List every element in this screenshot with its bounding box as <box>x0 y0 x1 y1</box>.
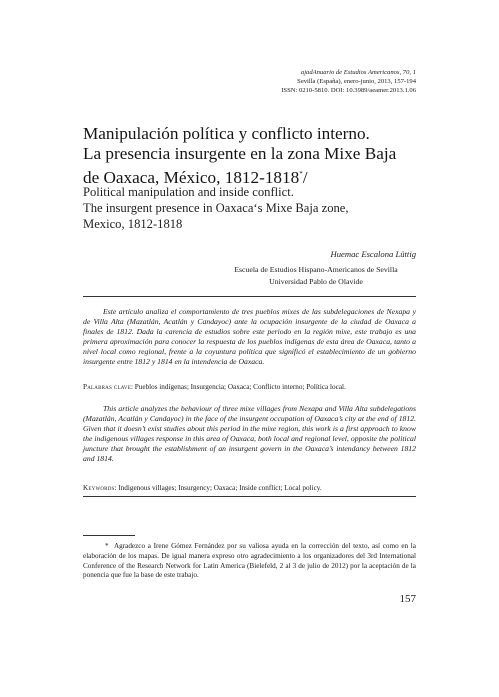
abstract-english-text: This article analyzes the behaviour of three mixe villages from Nexapa and Villa Alta subdelegations (Mazatlán, Acatlán y Candayoc) in the face of the insurgent occupation of Oaxaca’s city at the end of 1812. Given that it doesn’t exist studies about this period in the mixe region, this work is a first approach to know the indigenous villages response in this area of Oaxaca, both local and regional level, opposite the political juncture that brought the establishment of an insurgent govern in the Oaxaca’s intendancy between 1812 and 1814. <box>83 404 416 463</box>
keywords-spanish-label: Palabras clave <box>83 383 131 391</box>
keywords-english: Keywords: Indigenous villages; Insurgency; Oaxaca; Inside conflict; Local policy. <box>83 484 322 492</box>
author-affiliation <box>216 264 416 287</box>
abstract-spanish-text: Este artículo analiza el comportamiento de tres pueblos mixes de las subdelegaciones de Nexapa y de Villa Alta (Mazatlán, Acatlán y Candayoc) ante la ocupación insurgente de la ciudad de Oaxaca a finales de 1812. Dada la carencia de estudios sobre este periodo en la región mixe, este trabajo es una primera aproximación para conocer la respuesta de los pueblos indígenas de esta área de Oaxaca, tanto a nivel local como regional, frente a la coyuntura política que significó el establecimiento de un gobierno insurgente entre 1812 y 1814 en la intendencia de Oaxaca. <box>83 307 416 366</box>
top-rule <box>83 296 416 297</box>
footnote-rule <box>83 535 135 536</box>
keywords-spanish: Palabras clave: Pueblos indígenas; Insurgencia; Oaxaca; Conflicto interno; Política local. <box>83 383 346 391</box>
page-number: 157 <box>399 593 416 605</box>
subtitle-line-3: Mexico, 1812-1818 <box>83 217 183 231</box>
bottom-rule <box>83 496 416 497</box>
title-line-1: Manipulación política y conflicto interno. <box>83 124 370 143</box>
paper-title <box>83 124 423 188</box>
abstract-spanish <box>83 307 416 366</box>
footnote-text: Agradezco a Irene Gómez Fernández por su valiosa ayuda en la corrección del texto, así como en la elaboración de los mapas. De igual manera expreso otro agradecimiento a los organizadores del 3rd International Conference of the Research Network for Latin America (Bielefeld, 2 al 3 de julio de 2012) por la aceptación de la ponencia que fue la base de este trabajo. <box>83 542 416 580</box>
abstract-english <box>83 404 416 463</box>
title-footnote-mark: * <box>299 170 303 178</box>
footnote <box>83 542 416 581</box>
paper-subtitle <box>83 184 423 232</box>
keywords-english-text: Indigenous villages; Insurgency; Oaxaca; Inside conflict; Local policy. <box>118 484 322 492</box>
title-tail: / <box>302 168 308 187</box>
keywords-english-label: Keywords <box>83 484 115 492</box>
place-date-line: Sevilla (España), enero-junio, 2013, 157-194 <box>297 78 416 85</box>
issn-line: ISSN: 0210-5810. DOI: 10.3989/aeamer.2013.1.06 <box>281 87 416 94</box>
subtitle-line-1: Political manipulation and inside conflict. <box>83 185 294 199</box>
journal-line: ajadAnuario de Estudios Americanos, 70, 1 <box>300 69 416 76</box>
title-line-3-text: de Oaxaca, México, 1812-1818 <box>83 168 300 187</box>
footnote-mark: * <box>105 542 109 550</box>
affiliation-line-2: Universidad Pablo de Olavide <box>269 276 363 286</box>
author-name: Huemac Escalona Lüttig <box>330 249 416 259</box>
title-line-2: La presencia insurgente en la zona Mixe Baja <box>83 144 397 163</box>
keywords-spanish-text: Pueblos indígenas; Insurgencia; Oaxaca; Conflicto interno; Política local. <box>134 383 346 391</box>
affiliation-line-1: Escuela de Estudios Hispano-Americanos de Sevilla <box>234 265 398 274</box>
subtitle-line-2: The insurgent presence in Oaxaca‘s Mixe Baja zone, <box>83 201 349 215</box>
